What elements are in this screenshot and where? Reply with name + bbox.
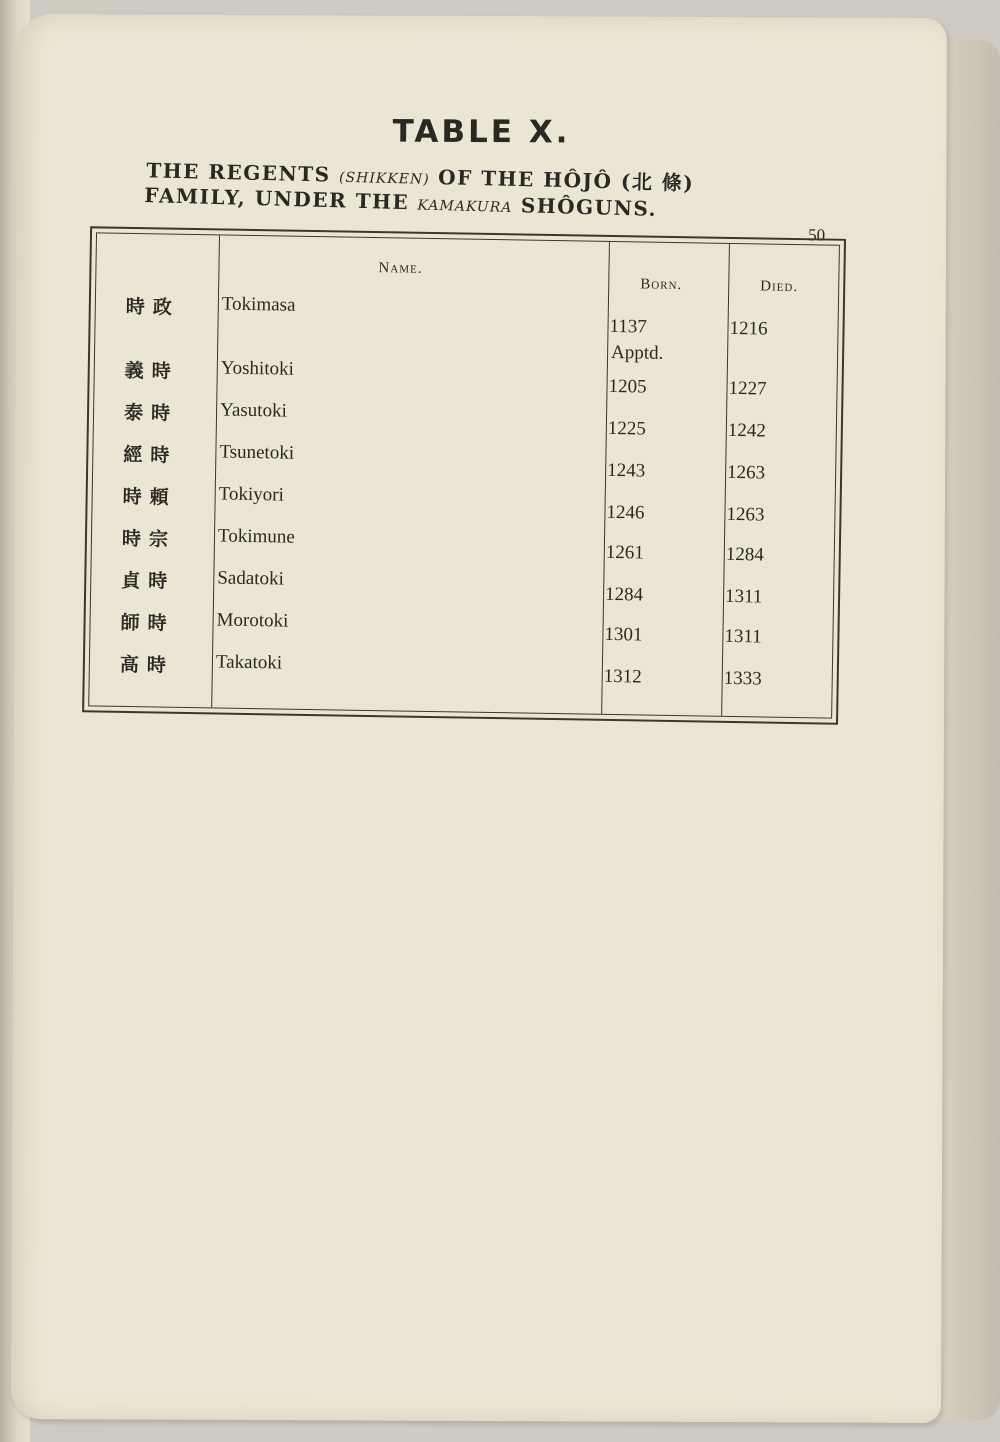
row-died: 1216 [729,317,768,340]
row-died: 1263 [726,503,765,526]
book-page [11,14,947,1423]
row-born: 1225 [607,417,647,440]
row-died: 1311 [724,585,763,608]
row-born: 1205 [608,375,647,398]
column-divider-kanji [211,235,220,707]
subtitle-line-2-pre: FAMILY, UNDER THE [144,183,418,215]
page-number: 50 [808,225,826,245]
row-name: Sadatoki [217,567,284,590]
row-kanji: 義時 [124,359,179,383]
subtitle-line-1-pre: THE REGENTS [146,158,340,187]
row-born: 1301 [604,623,643,646]
header-name: Name. [378,260,423,277]
row-kanji: 貞時 [121,569,176,593]
row-name: Yasutoki [219,399,288,422]
page-title: TABLE X. [392,113,571,151]
row-died: 1284 [725,543,764,566]
row-name: Tokimasa [221,293,296,316]
row-kanji: 師時 [120,611,175,635]
row-born: 1312 [603,665,642,688]
row-name: Tokimune [217,525,295,548]
row-kanji: 經時 [123,443,178,467]
row-kanji: 時頼 [122,485,177,509]
row-born: 1246 [606,501,645,524]
row-kanji: 高時 [119,653,175,677]
subtitle-line-2-post: SHÔGUNS. [512,193,658,221]
header-born: Born. [640,276,683,294]
row-born: 1137 [609,315,648,338]
subtitle-line-1-italic: (SHIKKEN) [338,169,430,188]
row-name: Morotoki [216,609,289,632]
subtitle-line-1-post: OF THE HÔJÔ (北 條) [429,164,695,196]
row-died: 1311 [724,625,762,648]
row-name: Takatoki [215,651,283,674]
row-died: 1263 [726,461,766,484]
regents-table-inner-border [88,232,840,718]
row-name: Tokiyori [218,483,285,506]
row-died: 1242 [727,419,767,442]
row-died: 1227 [728,377,767,400]
row-name: Yoshitoki [220,357,295,380]
row-born: 1261 [605,541,644,564]
row-name: Tsunetoki [219,441,295,464]
appointed-note: Apptd. [610,341,664,364]
row-kanji: 時宗 [121,527,177,551]
regents-table [82,226,846,724]
row-died: 1333 [723,667,762,690]
header-died: Died. [760,278,799,296]
row-kanji: 時政 [125,295,181,319]
row-kanji: 泰時 [123,401,179,425]
row-born: 1243 [606,459,646,482]
subtitle-line-2-italic: KAMAKURA [417,197,513,217]
row-born: 1284 [604,583,644,606]
